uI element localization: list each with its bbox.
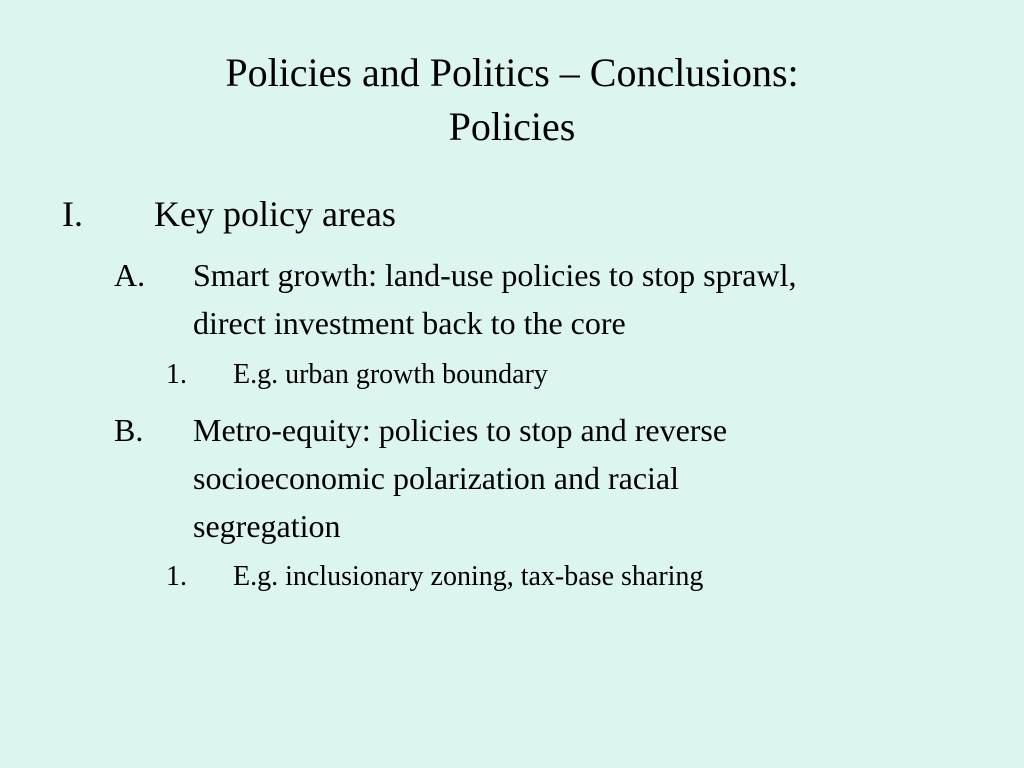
outline-marker-b: B.	[114, 412, 144, 448]
outline-item-smart-growth	[114, 251, 983, 347]
outline-marker-roman: I.	[62, 194, 83, 234]
metro-equity-line-3: segregation	[193, 508, 341, 544]
smart-growth-line-2: direct investment back to the core	[193, 305, 626, 341]
outline-item-key-policy-areas	[62, 189, 396, 239]
smart-growth-text	[193, 251, 983, 347]
slide-title	[0, 46, 1024, 154]
slide-title-line-2: Policies	[448, 104, 576, 149]
outline-subitem-urban-growth-boundary	[166, 355, 548, 395]
urban-growth-boundary-text: E.g. urban growth boundary	[233, 359, 548, 390]
smart-growth-line-1: Smart growth: land-use policies to stop sprawl,	[193, 257, 797, 293]
slide-title-line-1: Policies and Politics – Conclusions:	[225, 50, 799, 95]
metro-equity-line-2: socioeconomic polarization and racial	[193, 460, 680, 496]
outline-marker-a: A.	[114, 257, 146, 293]
outline-marker-1: 1.	[166, 561, 187, 592]
outline-heading: Key policy areas	[154, 194, 396, 234]
metro-equity-line-1: Metro-equity: policies to stop and reverse	[193, 412, 728, 448]
outline-subitem-inclusionary-zoning	[166, 557, 703, 597]
outline-marker-1: 1.	[166, 359, 187, 390]
inclusionary-zoning-text: E.g. inclusionary zoning, tax-base sharing	[233, 561, 704, 592]
outline-item-metro-equity	[114, 406, 983, 550]
metro-equity-text	[193, 406, 983, 550]
